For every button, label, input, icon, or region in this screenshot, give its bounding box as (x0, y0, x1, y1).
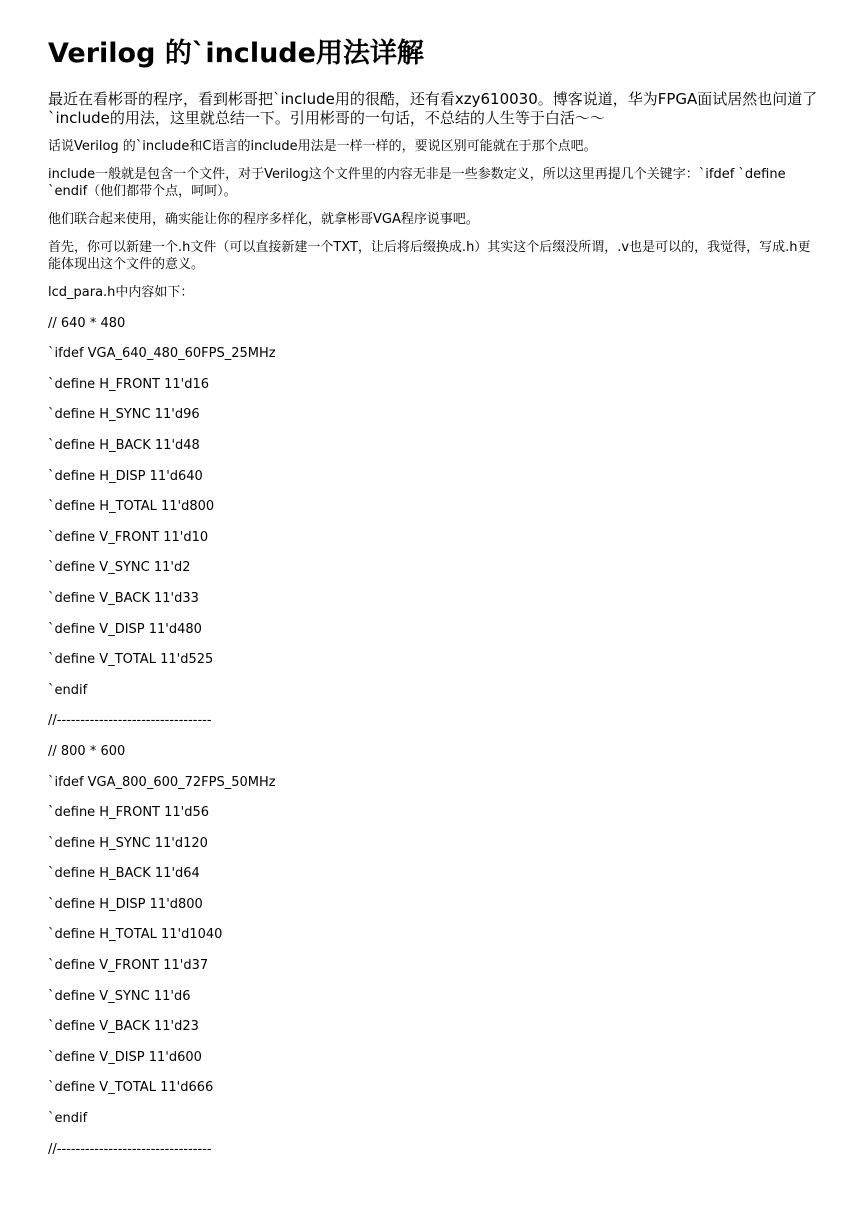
code-line: `define V_FRONT 11'd10 (48, 529, 209, 545)
code-line: // 800 * 600 (48, 743, 126, 759)
code-line: `define V_FRONT 11'd37 (48, 958, 209, 974)
code-line: `define V_BACK 11'd33 (48, 590, 199, 606)
code-line: `define H_SYNC 11'd96 (48, 407, 200, 423)
code-line: `define V_DISP 11'd480 (48, 621, 202, 637)
code-line: `define H_FRONT 11'd16 (48, 376, 210, 392)
code-line: `define H_DISP 11'd640 (48, 468, 203, 484)
code-line: `define V_SYNC 11'd2 (48, 560, 191, 576)
code-line: // 640 * 480 (48, 315, 126, 331)
code-line: `ifdef VGA_800_600_72FPS_50MHz (48, 774, 276, 790)
code-line: `endif (48, 1111, 88, 1127)
code-line: `define H_BACK 11'd48 (48, 437, 200, 453)
code-line: //--------------------------------- (48, 1141, 212, 1157)
code-line: `define H_BACK 11'd64 (48, 866, 200, 882)
code-line: `define V_TOTAL 11'd525 (48, 652, 214, 668)
code-line: `define V_DISP 11'd600 (48, 1049, 202, 1065)
body-paragraph: 话说Verilog 的`include和C语言的include用法是一样一样的，要说区别可能就在于那个点吧。 (48, 139, 597, 154)
code-line: `define H_SYNC 11'd120 (48, 835, 208, 851)
code-line: lcd_para.h中内容如下： (48, 285, 194, 300)
code-line: `define V_BACK 11'd23 (48, 1019, 199, 1035)
code-listing (48, 284, 820, 1171)
code-line: `define H_TOTAL 11'd800 (48, 499, 215, 515)
document-title: Verilog 的`include用法详解 (48, 38, 424, 69)
code-line: `endif (48, 682, 88, 698)
body-paragraphs (48, 138, 820, 273)
code-line: `define H_TOTAL 11'd1040 (48, 927, 223, 943)
body-paragraph: 他们联合起来使用，确实能让你的程序多样化，就拿彬哥VGA程序说事吧。 (48, 212, 479, 227)
body-paragraph: include一般就是包含一个文件，对于Verilog这个文件里的内容无非是一些参数定义，所以这里再提几个关键字：`ifdef `define `endif（他们都带个点，呵呵）。 (48, 167, 786, 199)
intro-paragraph: 最近在看彬哥的程序，看到彬哥把`include用的很酷，还有看xzy610030。博客说道，华为FPGA面试居然也问道了`include的用法，这里就总结一下。引用彬哥的一句话，不总结的人生等于白活～～ (48, 90, 818, 127)
code-line: `ifdef VGA_640_480_60FPS_25MHz (48, 346, 276, 362)
code-line: //--------------------------------- (48, 713, 212, 729)
body-paragraph: 首先，你可以新建一个.h文件（可以直接新建一个TXT，让后将后缀换成.h）其实这个后缀没所谓，.v也是可以的，我觉得，写成.h更能体现出这个文件的意义。 (48, 240, 811, 272)
code-line: `define H_DISP 11'd800 (48, 896, 203, 912)
code-line: `define H_FRONT 11'd56 (48, 805, 210, 821)
code-line: `define V_TOTAL 11'd666 (48, 1080, 214, 1096)
document-page (48, 34, 820, 1171)
code-line: `define V_SYNC 11'd6 (48, 988, 191, 1004)
